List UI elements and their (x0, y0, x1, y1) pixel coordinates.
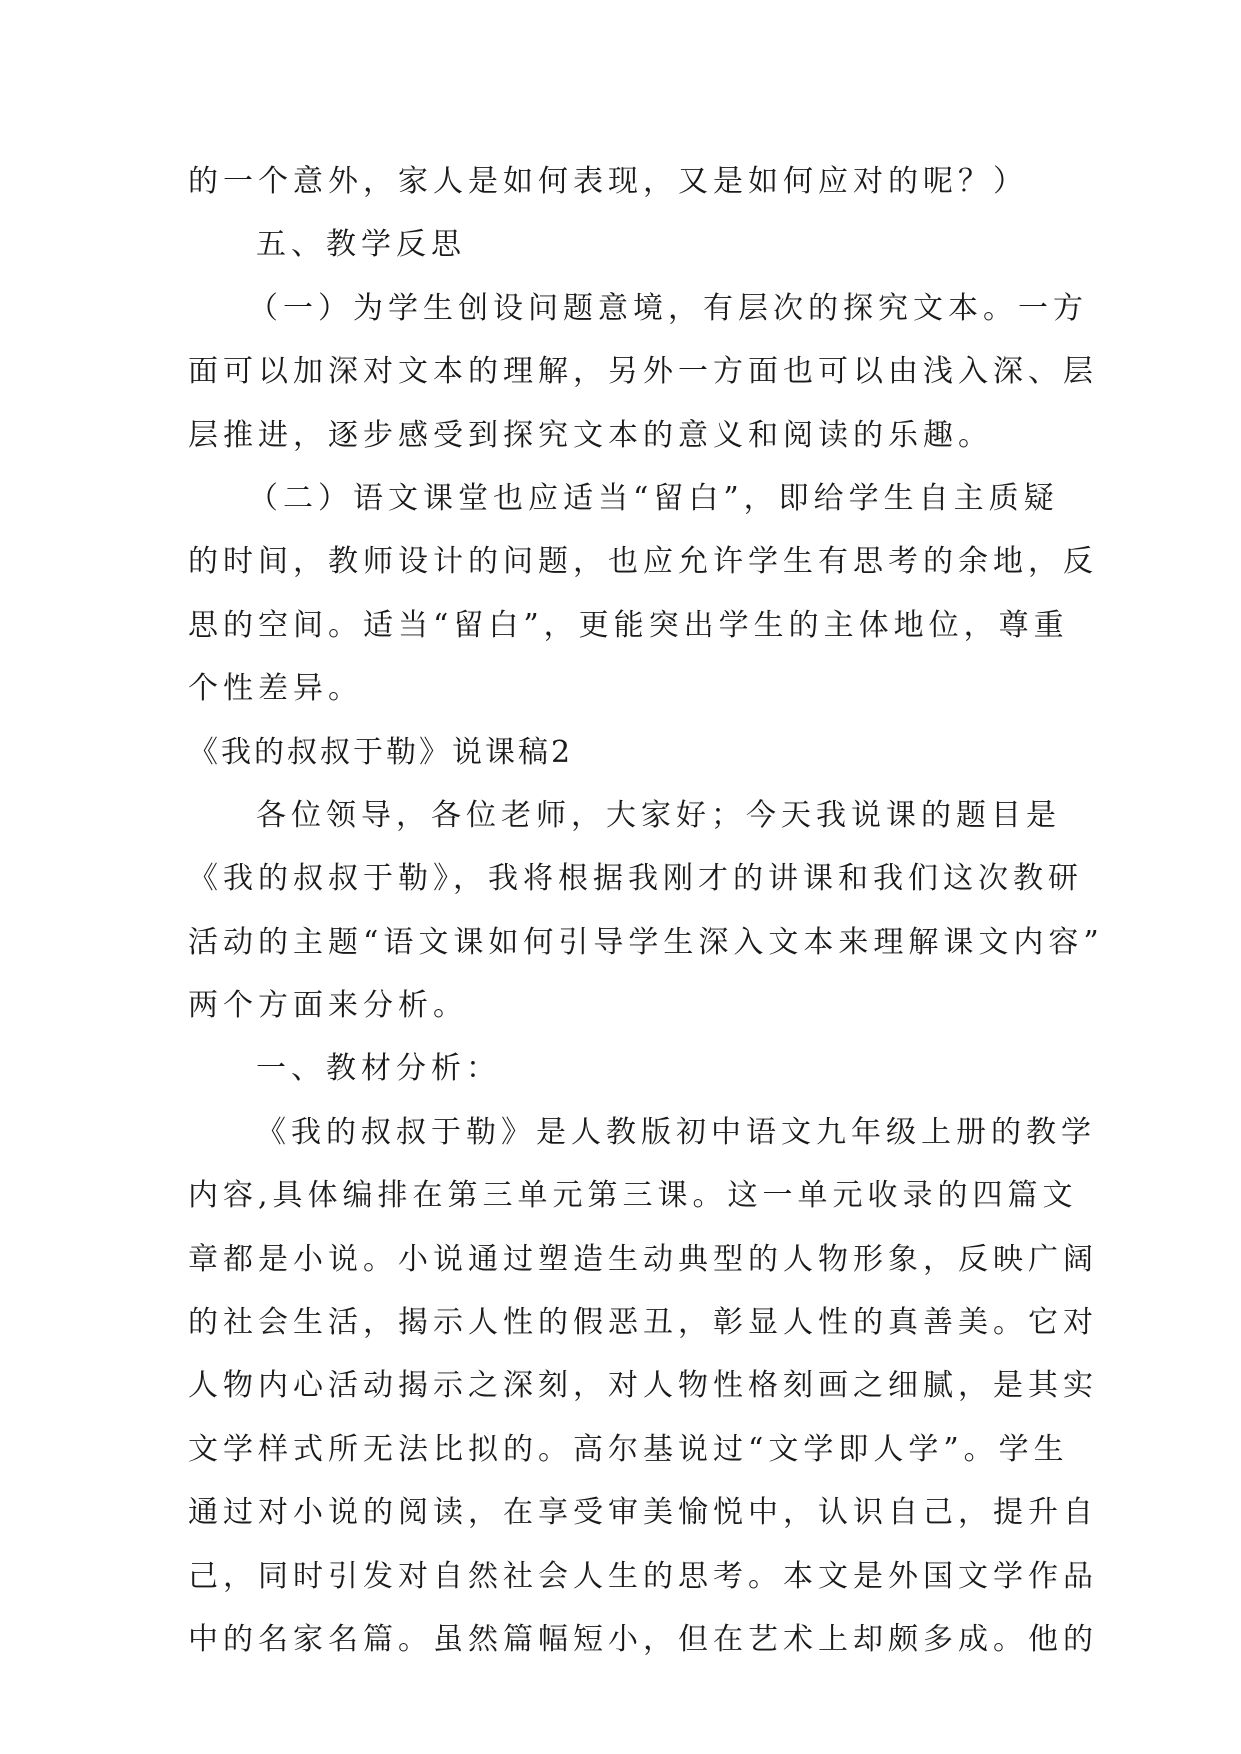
text-line: 层推进，逐步感受到探究文本的意义和阅读的乐趣。 (188, 417, 993, 453)
section-heading: 五、教学反思 (256, 227, 466, 263)
text-line: （一）为学生创设问题意境，有层次的探究文本。一方 (248, 290, 1088, 326)
section-heading: 一、教材分析： (256, 1051, 501, 1087)
text-line: 中的名家名篇。虽然篇幅短小，但在艺术上却颇多成。他的 (188, 1621, 1098, 1657)
text-line: 的社会生活，揭示人性的假恶丑，彰显人性的真善美。它对 (188, 1305, 1098, 1341)
text-line: （二）语文课堂也应适当“留白”，即给学生自主质疑 (248, 480, 1059, 516)
text-line: 人物内心活动揭示之深刻，对人物性格刻画之细腻，是其实 (188, 1368, 1098, 1404)
text-line: 面可以加深对文本的理解，另外一方面也可以由浅入深、层 (188, 354, 1098, 390)
text-line: 个性差异。 (188, 671, 363, 707)
text-line: 文学样式所无法比拟的。高尔基说过“文学即人学”。学生 (188, 1431, 1069, 1467)
text-line: 的一个意外，家人是如何表现，又是如何应对的呢？） (188, 164, 1028, 199)
text-line: 己，同时引发对自然社会人生的思考。本文是外国文学作品 (188, 1558, 1098, 1594)
text-line: 活动的主题“语文课如何引导学生深入文本来理解课文内容” (188, 924, 1104, 960)
text-line: 《我的叔叔于勒》，我将根据我刚才的讲课和我们这次教研 (188, 861, 1083, 897)
document-title: 《我的叔叔于勒》说课稿2 (188, 734, 574, 770)
text-line: 内容,具体编排在第三单元第三课。这一单元收录的四篇文 (188, 1178, 1078, 1214)
text-line: 两个方面来分析。 (188, 988, 468, 1024)
text-line: 通过对小说的阅读，在享受审美愉悦中，认识自己，提升自 (188, 1495, 1098, 1531)
text-line: 思的空间。适当“留白”，更能突出学生的主体地位，尊重 (188, 607, 1069, 643)
text-line: 《我的叔叔于勒》是人教版初中语文九年级上册的教学 (256, 1114, 1096, 1150)
text-line: 章都是小说。小说通过塑造生动典型的人物形象，反映广阔 (188, 1241, 1098, 1277)
text-line: 的时间，教师设计的问题，也应允许学生有思考的余地，反 (188, 544, 1098, 580)
document-body (188, 150, 1104, 1671)
text-line: 各位领导，各位老师，大家好；今天我说课的题目是 (256, 797, 1061, 833)
